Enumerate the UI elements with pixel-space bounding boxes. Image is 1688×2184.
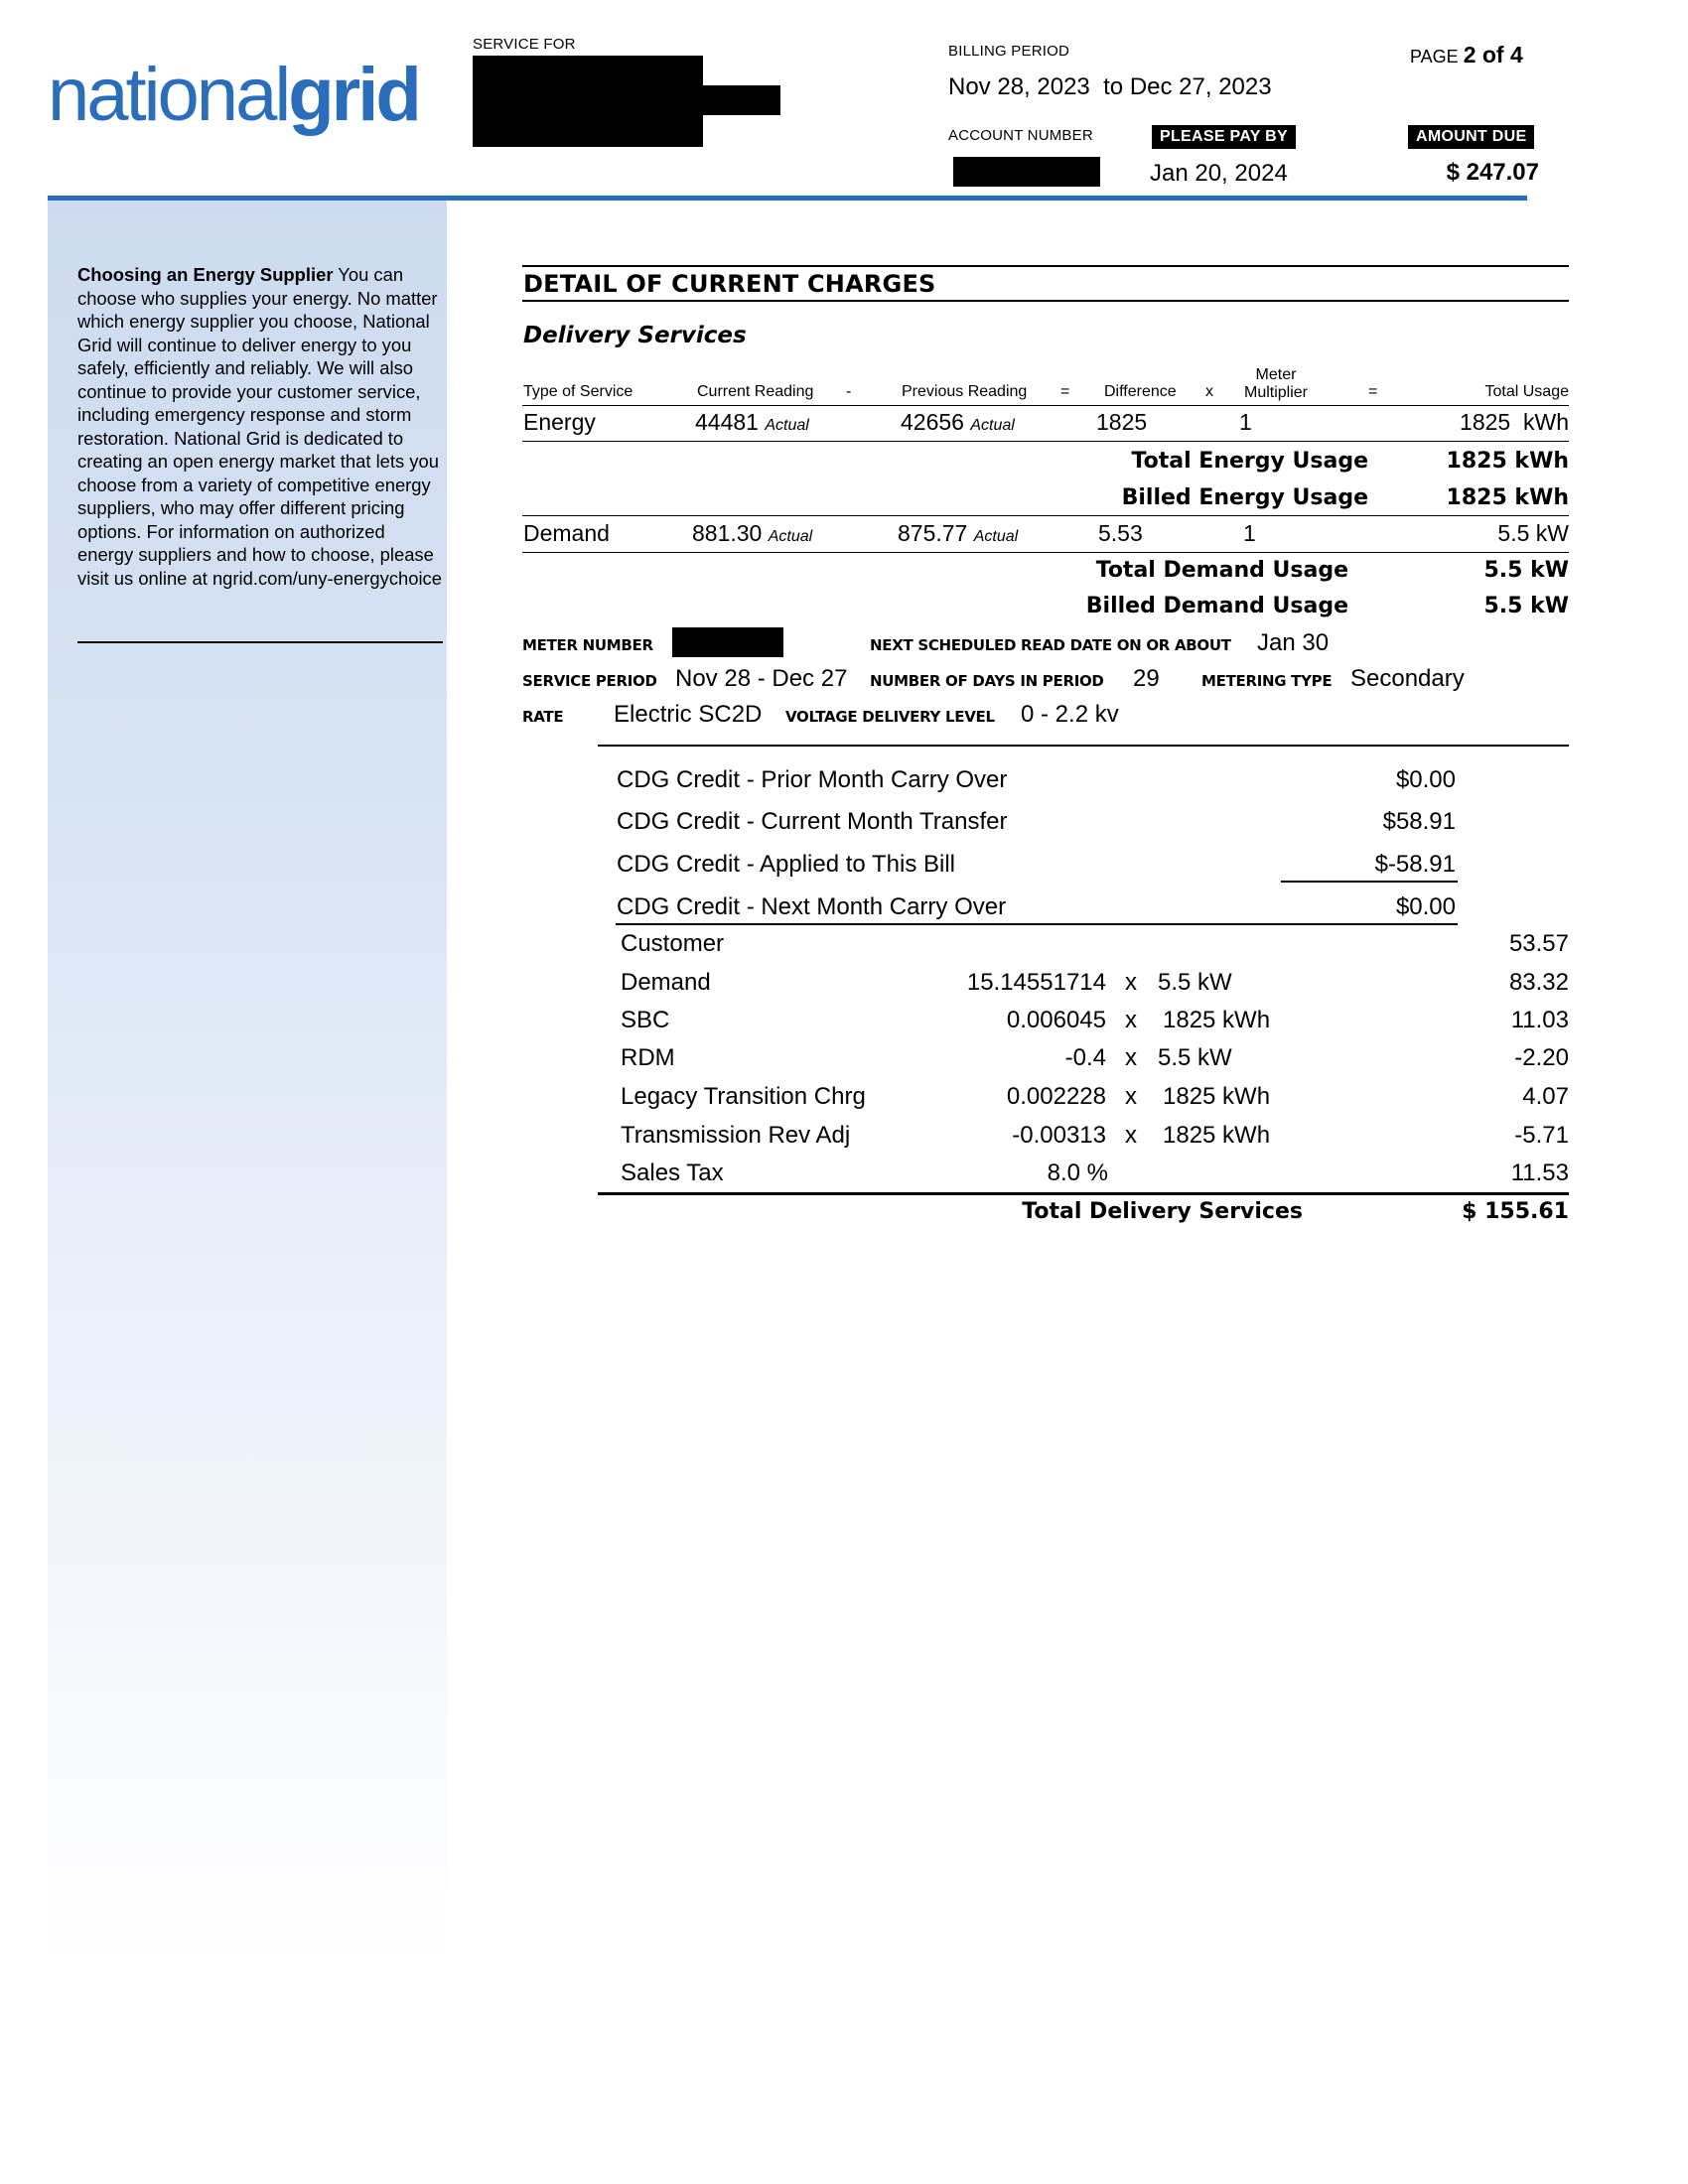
charges-top-rule bbox=[598, 745, 1569, 747]
col-current-reading: Current Reading bbox=[697, 383, 814, 400]
energy-total: 1825 kWh bbox=[1460, 409, 1569, 435]
rate-label: RATE bbox=[522, 708, 564, 726]
charge-x-demand: x bbox=[1125, 969, 1137, 996]
demand-total: 5.5 kW bbox=[1497, 520, 1569, 546]
colhead-rule bbox=[522, 405, 1569, 406]
energy-previous: 42656 Actual bbox=[901, 409, 1015, 435]
days-in-period-label: NUMBER OF DAYS IN PERIOD bbox=[870, 672, 1104, 690]
charge-rate-sbc: 0.006045 bbox=[1006, 1007, 1106, 1033]
col-times: x bbox=[1205, 383, 1213, 400]
energy-multiplier: 1 bbox=[1239, 409, 1252, 435]
service-for-redaction bbox=[473, 56, 703, 147]
cdg-applied-rule bbox=[1281, 881, 1458, 883]
charge-amount-legacy: 4.07 bbox=[1522, 1083, 1569, 1110]
charge-qty-legacy: 1825 kWh bbox=[1163, 1083, 1271, 1110]
charge-qty-demand: 5.5 kW bbox=[1158, 969, 1232, 996]
col-meter-multiplier: Meter Multiplier bbox=[1243, 366, 1308, 401]
billed-energy-label: Billed Energy Usage bbox=[1121, 485, 1368, 510]
account-number-label: ACCOUNT NUMBER bbox=[948, 127, 1093, 144]
cdg-bottom-rule bbox=[616, 923, 1458, 925]
demand-type: Demand bbox=[523, 520, 610, 546]
charge-amount-transmission: -5.71 bbox=[1514, 1122, 1569, 1149]
charge-x-rdm: x bbox=[1125, 1044, 1137, 1071]
amount-due-badge: AMOUNT DUE bbox=[1408, 125, 1534, 149]
meter-number-label: METER NUMBER bbox=[522, 636, 653, 654]
charge-qty-transmission: 1825 kWh bbox=[1163, 1122, 1271, 1149]
col-equals-2: = bbox=[1368, 383, 1378, 400]
cdg-label-3: CDG Credit - Applied to This Bill bbox=[617, 851, 956, 878]
please-pay-by-badge: PLEASE PAY BY bbox=[1152, 125, 1296, 149]
service-for-label: SERVICE FOR bbox=[473, 36, 576, 53]
cdg-label-2: CDG Credit - Current Month Transfer bbox=[617, 808, 1008, 835]
cdg-amount-1: $0.00 bbox=[1395, 766, 1456, 793]
title-bottom-rule bbox=[522, 300, 1569, 302]
billed-energy-value: 1825 kWh bbox=[1446, 485, 1569, 510]
col-previous-reading: Previous Reading bbox=[902, 383, 1028, 400]
cdg-amount-3: $-58.91 bbox=[1374, 851, 1456, 878]
meter-number-redaction bbox=[672, 627, 783, 657]
metering-type-value: Secondary bbox=[1350, 665, 1465, 692]
total-delivery-value: $ 155.61 bbox=[1462, 1199, 1569, 1224]
pay-by-date: Jan 20, 2024 bbox=[1150, 160, 1288, 187]
charge-amount-customer: 53.57 bbox=[1508, 930, 1569, 957]
billing-period-label: BILLING PERIOD bbox=[948, 43, 1070, 60]
charge-rate-legacy: 0.002228 bbox=[1006, 1083, 1106, 1110]
energy-rule bbox=[522, 441, 1569, 442]
billed-demand-value: 5.5 kW bbox=[1483, 594, 1569, 618]
energy-supplier-body: You can choose who supplies your energy. No matter which energy supplier you choose, National Grid will continue to deliver energy to you safely, efficiently and reliably. We will also continue to provide your customer service, including emergency response and storm restoration. National Grid is dedicated to creating an open energy market that lets you choose from a variety of competitive energy suppliers, who may offer different pricing options. For information on authorized energy suppliers and how to choose, please visit us online at ngrid.com/uny-energychoice bbox=[77, 264, 442, 589]
service-period-value: Nov 28 - Dec 27 bbox=[675, 665, 848, 692]
col-minus: - bbox=[846, 383, 852, 400]
cdg-amount-2: $58.91 bbox=[1382, 808, 1456, 835]
national-grid-logo: nationalgrid bbox=[48, 53, 419, 137]
service-period-label: SERVICE PERIOD bbox=[522, 672, 657, 690]
cdg-amount-4: $0.00 bbox=[1395, 893, 1456, 920]
charge-qty-sbc: 1825 kWh bbox=[1163, 1007, 1271, 1033]
next-read-value: Jan 30 bbox=[1257, 629, 1330, 656]
charge-amount-sbc: 11.03 bbox=[1510, 1007, 1569, 1033]
section-title: Delivery Services bbox=[523, 323, 747, 348]
charge-amount-rdm: -2.20 bbox=[1514, 1044, 1569, 1071]
cdg-label-4: CDG Credit - Next Month Carry Over bbox=[617, 893, 1007, 920]
billed-energy-rule bbox=[522, 515, 1569, 516]
total-energy-value: 1825 kWh bbox=[1446, 449, 1569, 474]
charge-label-rdm: RDM bbox=[621, 1044, 675, 1071]
charge-label-legacy: Legacy Transition Chrg bbox=[621, 1083, 866, 1110]
total-delivery-label: Total Delivery Services bbox=[1022, 1199, 1303, 1224]
voltage-level-value: 0 - 2.2 kv bbox=[1021, 701, 1119, 728]
charge-qty-rdm: 5.5 kW bbox=[1158, 1044, 1232, 1071]
charge-amount-demand: 83.32 bbox=[1508, 969, 1569, 996]
rate-value: Electric SC2D bbox=[614, 701, 763, 728]
col-type-of-service: Type of Service bbox=[523, 383, 633, 400]
page-indicator: PAGE 2 of 4 bbox=[1410, 42, 1523, 68]
billed-demand-label: Billed Demand Usage bbox=[1085, 594, 1348, 618]
charge-label-sales-tax: Sales Tax bbox=[621, 1160, 724, 1186]
total-energy-label: Total Energy Usage bbox=[1131, 449, 1368, 474]
demand-rule bbox=[522, 552, 1569, 553]
col-total-usage: Total Usage bbox=[1484, 383, 1569, 400]
sidebar-rule bbox=[77, 641, 443, 643]
cdg-label-1: CDG Credit - Prior Month Carry Over bbox=[617, 766, 1008, 793]
charge-label-sbc: SBC bbox=[621, 1007, 670, 1033]
amount-due-value: $ 247.07 bbox=[1446, 159, 1539, 186]
total-rule bbox=[598, 1192, 1569, 1195]
energy-supplier-heading: Choosing an Energy Supplier bbox=[77, 264, 334, 285]
detail-title: DETAIL OF CURRENT CHARGES bbox=[523, 270, 936, 298]
energy-difference: 1825 bbox=[1096, 409, 1148, 435]
days-in-period-value: 29 bbox=[1133, 665, 1160, 692]
total-demand-value: 5.5 kW bbox=[1483, 558, 1569, 583]
col-difference: Difference bbox=[1104, 383, 1177, 400]
charge-x-legacy: x bbox=[1125, 1083, 1137, 1110]
charge-label-transmission: Transmission Rev Adj bbox=[621, 1122, 851, 1149]
charge-label-demand: Demand bbox=[621, 969, 711, 996]
charge-x-transmission: x bbox=[1125, 1122, 1137, 1149]
charge-label-customer: Customer bbox=[621, 930, 725, 957]
charge-rate-rdm: -0.4 bbox=[1064, 1044, 1106, 1071]
demand-difference: 5.53 bbox=[1098, 520, 1143, 546]
charge-x-sbc: x bbox=[1125, 1007, 1137, 1033]
demand-multiplier: 1 bbox=[1243, 520, 1256, 546]
demand-current: 881.30 Actual bbox=[692, 520, 813, 546]
charge-rate-transmission: -0.00313 bbox=[1012, 1122, 1106, 1149]
voltage-level-label: VOLTAGE DELIVERY LEVEL bbox=[785, 708, 995, 726]
total-demand-label: Total Demand Usage bbox=[1095, 558, 1348, 583]
charge-rate-demand: 15.14551714 bbox=[966, 969, 1106, 996]
billing-period-value: Nov 28, 2023 to Dec 27, 2023 bbox=[948, 73, 1272, 100]
energy-type: Energy bbox=[523, 409, 596, 435]
charge-amount-sales-tax: 11.53 bbox=[1510, 1160, 1569, 1186]
energy-current: 44481 Actual bbox=[695, 409, 809, 435]
service-for-redaction-2 bbox=[701, 85, 780, 115]
energy-supplier-info bbox=[77, 263, 443, 590]
metering-type-label: METERING TYPE bbox=[1201, 672, 1333, 690]
title-top-rule bbox=[522, 265, 1569, 267]
account-number-redaction bbox=[953, 157, 1100, 187]
col-equals: = bbox=[1060, 383, 1070, 400]
demand-previous: 875.77 Actual bbox=[898, 520, 1019, 546]
charge-rate-sales-tax: 8.0 % bbox=[1047, 1160, 1108, 1186]
next-read-label: NEXT SCHEDULED READ DATE ON OR ABOUT bbox=[870, 636, 1231, 654]
